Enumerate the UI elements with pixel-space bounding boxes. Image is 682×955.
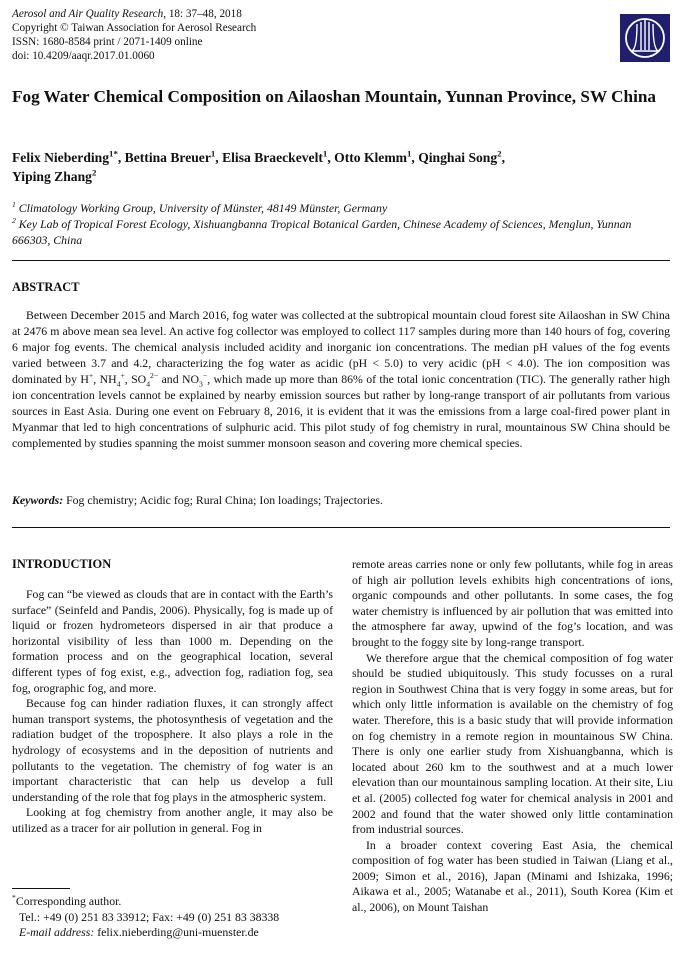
author: Felix Nieberding — [12, 150, 110, 165]
paragraph: remote areas carries none or only few pollutants, while fog in areas of high air pollution levels exhibits high concentrations of ions, organic compounds and other pollutants. In some cases, the fog water chemistry is influenced by air pollution that was emitted into the atmosphere far away, upwind of the fog’s location, and was brought to the foggy site by long-range transport. — [352, 557, 673, 649]
paragraph: Because fog can hinder radiation fluxes, it can strongly affect human transport systems, the photosynthesis of vegetation and the radiation budget of the troposphere. It also plays a role in the hydrology of ecosystems and in the deposition of nutrients and pollutants to the vegetation. The chemistry of fog water is an important characteristic that can help us develop a full understanding of the role that fog plays in the atmospheric system. — [12, 696, 333, 804]
journal-header — [12, 7, 256, 63]
paper-title: Fog Water Chemical Composition on Ailaoshan Mountain, Yunnan Province, SW China — [12, 87, 657, 106]
author: Elisa Braeckevelt — [222, 150, 323, 165]
divider — [12, 527, 670, 528]
divider — [12, 260, 670, 261]
keywords-label: Keywords: — [12, 493, 64, 507]
intro-right-column — [352, 557, 673, 916]
abstract-heading: ABSTRACT — [12, 280, 80, 294]
affiliation-2: $^2$ Key Lab of Tropical Forest Ecology, Xishuangbanna Tropical Botanical Garden, Chinese Academy of Sciences, Menglun, Yunnan 666303, China — [12, 216, 632, 247]
copyright: Copyright © Taiwan Association for Aerosol Research — [12, 22, 257, 34]
volume-pages: , 18: 37–48, 2018 — [163, 8, 242, 20]
issn: ISSN: 1680-8584 print / 2071-1409 online — [12, 36, 203, 48]
journal-name: Aerosol and Air Quality Research — [12, 8, 164, 20]
paragraph: In a broader context covering East Asia, the chemical composition of fog water has been studied in Taiwan (Liang et al., 2009; Simon et al., 2016), Japan (Minami and Ishizaka, 1996; Aikawa et al., 2005; Watanabe et al., 2011), South Korea (Kim et al., 2006), on Mount Taishan — [352, 837, 673, 915]
introduction-heading: INTRODUCTION — [12, 557, 112, 571]
author-list: Felix Nieberding$^{1*}$, Bettina Breuer$^1$, Elisa Braeckevelt$^1$, Otto Klemm$^1$, Qinghai Song$^2$, Yiping Zhang$^2$ — [12, 148, 505, 184]
keywords — [12, 493, 670, 508]
paragraph: Looking at fog chemistry from another angle, it may also be utilized as a tracer for air pollution in general. Fog in — [12, 805, 333, 835]
tel-fax: Tel.: +49 (0) 251 83 33912; Fax: +49 (0) 251 83 38338 — [19, 909, 280, 924]
corresponding-author: Corresponding author. — [15, 894, 122, 908]
paragraph: Fog can “be viewed as clouds that are in contact with the Earth’s surface” (Seinfeld and Pandis, 2006). Physically, fog is made up of liquid or frozen hydrometeors dispersed in air that produce a horizontal visibility of less than 1000 m. Depending on the formation process and on the geographical location, several different types of fog exist, e.g., advection fog, radiation fog, sea fog, orographic fog, and more. — [12, 587, 333, 695]
footnote-divider — [12, 888, 70, 889]
keywords-list: Fog chemistry; Acidic fog; Rural China; Ion loadings; Trajectories. — [63, 493, 383, 507]
author: Bettina Breuer — [124, 150, 211, 165]
author: Qinghai Song — [418, 150, 498, 165]
affiliation-1: $^1$ Climatology Working Group, University of Münster, 48149 Münster, Germany — [12, 200, 388, 215]
email-label: E-mail address: — [19, 925, 95, 940]
footnote: *Corresponding author. Tel.: +49 (0) 251 83 33912; Fax: +49 (0) 251 83 38338 E-mail address: felix.nieberding@uni-muenster.de — [12, 893, 280, 940]
abstract-body: Between December 2015 and March 2016, fog water was collected at the subtropical mountain cloud forest site Ailaoshan in SW China at 2476 m above mean sea level. An active fog collector was employed to collect 117 samples during more than 140 hours of fog, covering 6 major fog events. The chemical analysis included acidity and inorganic ion concentrations. The median pH values of the fog events varied between 3.7 and 4.2, characterizing the fog water as acidic (pH < 5.0) to very acidic (pH < 4.0). The ion composition was dominated by H+, $NH_4^+$, $SO_4^{2-}$ and $NO_3^-$, which made up more than 86% of the total ionic concentration (TIC). The generally rather high ion concentration levels cannot be explained by nearby emission sources but rather by long-range transport of air pollutants from various sources in East Asia. During one event on February 8, 2016, it is evident that it was the emissions from a large coal-fired power plant in Myanmar that led to high concentrations of sulphuric acid. This pilot study of fog chemistry in rural, mountainous SW China should be complemented by studies spanning the moist summer monsoon season and covering more chemical species. — [12, 308, 671, 450]
journal-logo-icon — [620, 14, 670, 62]
paragraph: We therefore argue that the chemical composition of fog water should be studied ubiquitously. This study focusses on a rural region in Southwest China that is very foggy in some areas, but for which only little information is available on the chemistry of fog water. Therefore, this is a basic study that will provide information on fog chemistry in a remote region in mountainous SW China. There is only one earlier study from Xishuangbanna, which is located about 260 km to the southwest and at a much lower elevation than our mountainous sampling location. At their site, Liu et al. (2005) collected fog water for chemical analysis in 2001 and 2002 and found that the water showed only little contamination from industrial sources. — [352, 650, 673, 837]
intro-left-column — [12, 587, 333, 837]
doi: doi: 10.4209/aaqr.2017.01.0060 — [12, 50, 155, 62]
email-link[interactable]: felix.nieberding@uni-muenster.de — [94, 925, 259, 940]
author: Yiping Zhang — [12, 169, 92, 184]
author: Otto Klemm — [334, 150, 407, 165]
affiliations — [12, 200, 662, 248]
